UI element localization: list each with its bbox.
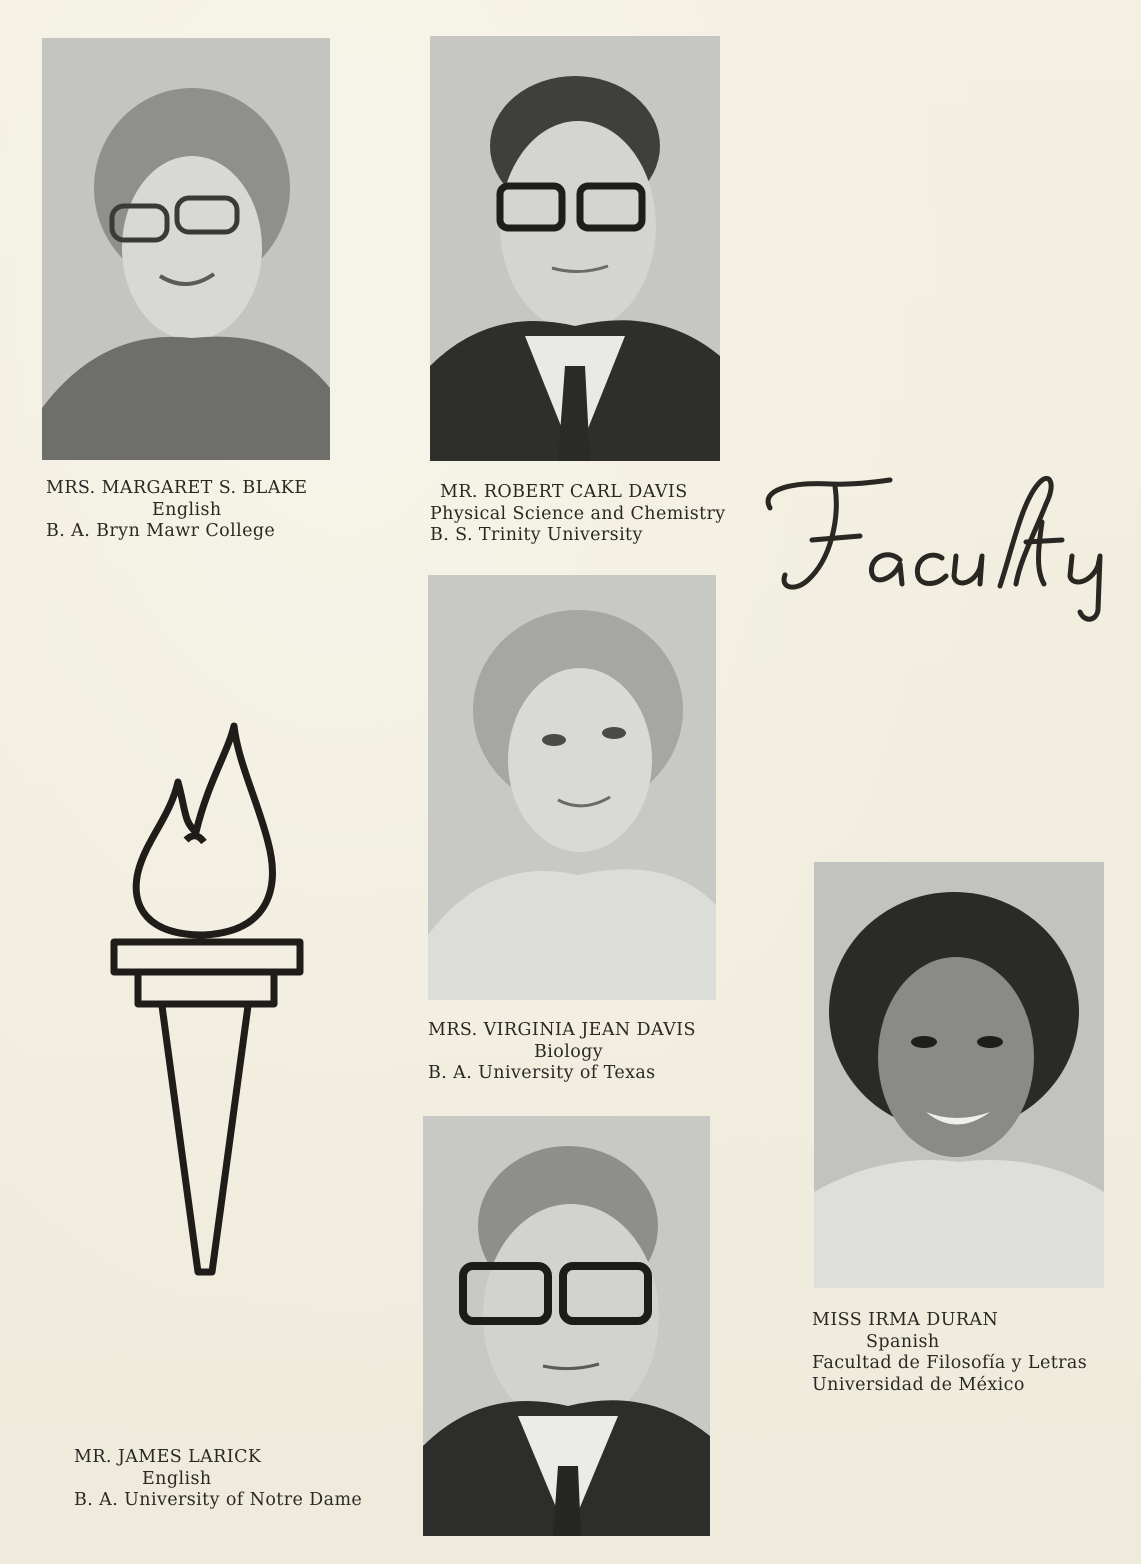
torch-icon bbox=[108, 722, 308, 1282]
faculty-degree-line2: Universidad de México bbox=[812, 1374, 1025, 1395]
faculty-subject: Physical Science and Chemistry bbox=[430, 503, 726, 524]
faculty-degree: Facultad de Filosofía y Letras bbox=[812, 1353, 1088, 1373]
faculty-name: MRS. VIRGINIA JEAN DAVIS bbox=[428, 1020, 696, 1040]
faculty-name: MISS IRMA DURAN bbox=[812, 1310, 999, 1330]
faculty-name: MRS. MARGARET S. BLAKE bbox=[46, 478, 308, 498]
faculty-degree: B. A. University of Notre Dame bbox=[74, 1490, 363, 1510]
faculty-subject: Biology bbox=[534, 1041, 604, 1062]
faculty-name: MR. ROBERT CARL DAVIS bbox=[440, 482, 688, 502]
caption-larick bbox=[74, 1447, 362, 1512]
faculty-degree: B. S. Trinity University bbox=[430, 525, 643, 545]
faculty-subject: Spanish bbox=[866, 1331, 940, 1352]
caption-virginia-davis bbox=[428, 1020, 696, 1085]
portrait-photo-virginia-davis bbox=[428, 575, 716, 1000]
portrait-photo-larick bbox=[423, 1116, 710, 1536]
faculty-subject: English bbox=[142, 1468, 212, 1489]
portrait-photo-duran bbox=[814, 862, 1104, 1288]
caption-robert-davis bbox=[430, 482, 726, 547]
faculty-name: MR. JAMES LARICK bbox=[74, 1447, 262, 1467]
faculty-subject: English bbox=[152, 499, 222, 520]
faculty-degree: B. A. Bryn Mawr College bbox=[46, 521, 276, 541]
page-title bbox=[760, 460, 1141, 630]
caption-duran bbox=[812, 1310, 1087, 1396]
faculty-degree: B. A. University of Texas bbox=[428, 1063, 656, 1083]
portrait-photo-blake bbox=[42, 38, 330, 460]
caption-blake bbox=[46, 478, 307, 543]
portrait-photo-robert-davis bbox=[430, 36, 720, 461]
